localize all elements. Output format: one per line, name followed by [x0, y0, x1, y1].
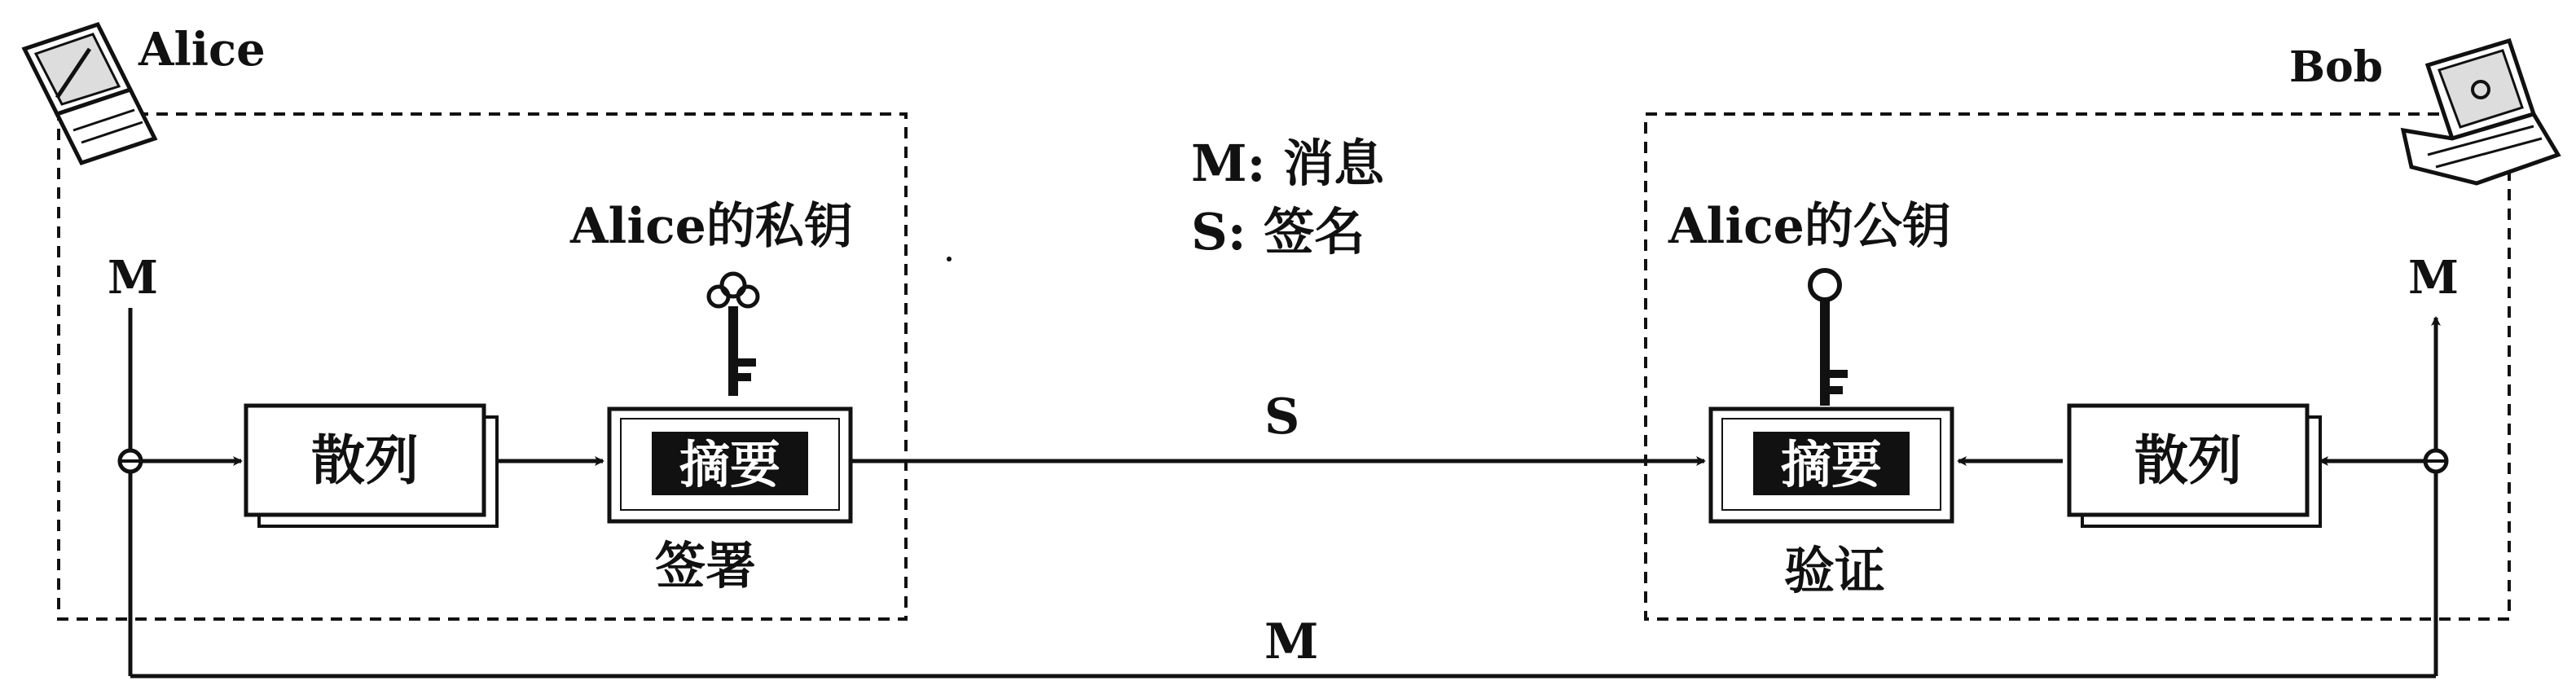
- sender-hash-label: 散列: [311, 429, 419, 492]
- verify-operation-label: 验证: [1784, 541, 1886, 600]
- bob-name: Bob: [2289, 42, 2383, 92]
- receiver-digest-label: 摘要: [1780, 435, 1883, 494]
- legend-signature: S: 签名: [1191, 202, 1365, 261]
- sender-digest-box: [609, 409, 851, 521]
- private-key-icon: [709, 274, 758, 396]
- private-key-label: Alice的私钥: [570, 198, 853, 255]
- sender-digest-label: 摘要: [679, 435, 781, 494]
- public-key-icon: [1810, 270, 1848, 406]
- receiver-junction-icon: [2425, 450, 2446, 472]
- receiver-hash-box: [2069, 406, 2320, 526]
- bob-laptop-icon: [2403, 41, 2558, 183]
- sender-message-label: M: [108, 251, 158, 305]
- public-key-label: Alice的公钥: [1668, 198, 1951, 255]
- receiver-message-label: M: [2408, 251, 2459, 305]
- signature-label: S: [1264, 389, 1300, 446]
- legend-message: M: 消息: [1191, 134, 1385, 193]
- alice-laptop-icon: [24, 24, 155, 163]
- receiver-digest-box: [1711, 409, 1952, 521]
- stray-dot: [947, 257, 952, 261]
- alice-region: [59, 114, 906, 619]
- sender-hash-box: [246, 406, 497, 526]
- bob-region: [1646, 114, 2509, 619]
- alice-name: Alice: [138, 23, 266, 77]
- sign-operation-label: 签署: [655, 536, 757, 595]
- bottom-message-label: M: [1264, 613, 1319, 670]
- sender-junction-icon: [120, 450, 141, 472]
- receiver-hash-label: 散列: [2134, 429, 2242, 492]
